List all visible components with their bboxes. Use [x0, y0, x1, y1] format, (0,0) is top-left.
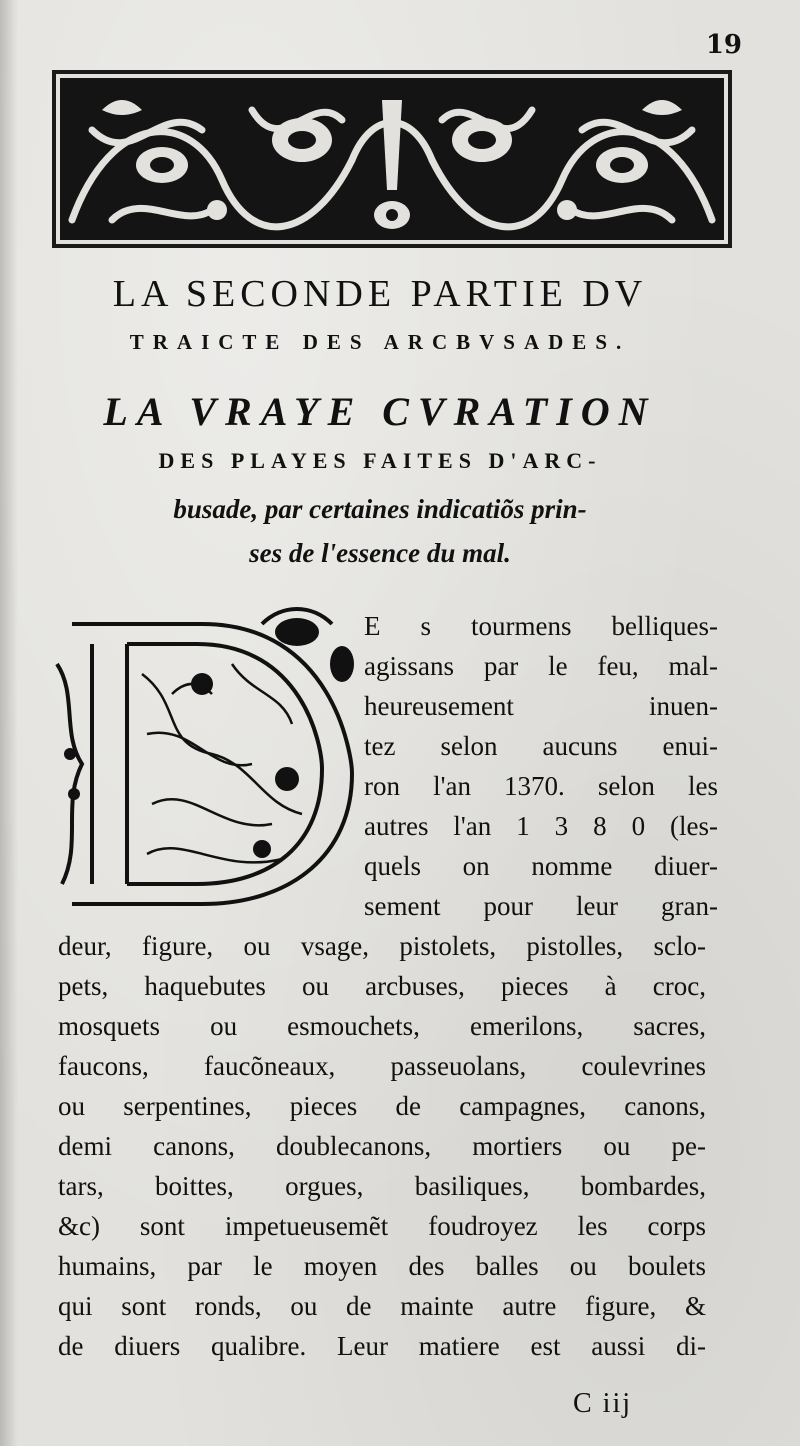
part-title: LA SECONDE PARTIE DV	[112, 273, 648, 315]
body-line: mosquets ou esmouchets, emerilons, sacres,	[58, 1011, 706, 1041]
signature-mark: C iij	[572, 1388, 632, 1419]
body-line: faucons, faucõneaux, passeuolans, coulevrines	[58, 1051, 706, 1081]
body-line: quels on nomme diuer-	[364, 851, 718, 881]
part-subtitle: TRAICTE DES ARCBVSADES.	[129, 330, 631, 354]
ornamental-headband-icon	[52, 70, 732, 248]
body-line: tars, boittes, orgues, basiliques, bombardes,	[58, 1171, 706, 1201]
body-line: qui sont ronds, ou de mainte autre figure, &	[58, 1291, 706, 1321]
chapter-heading-line-1: LA VRAYE CVRATION	[103, 389, 657, 434]
body-line: heureusement inuen-	[364, 691, 718, 721]
body-line: humains, par le moyen des balles ou boulets	[58, 1251, 706, 1281]
body-line: pets, haquebutes ou arcbuses, pieces à croc,	[58, 971, 706, 1001]
body-line: E s tourmens belliques-	[364, 611, 718, 641]
page-number: 19	[705, 30, 742, 60]
body-line: &c) sont impetueusemẽt foudroyez les corps	[58, 1211, 706, 1241]
body-line: de diuers qualibre. Leur matiere est aussi di-	[58, 1331, 706, 1361]
body-line: sement pour leur gran-	[364, 891, 718, 921]
body-line: deur, figure, ou vsage, pistolets, pistolles, sclo-	[58, 931, 706, 961]
body-line: autres l'an 1 3 8 0 (les-	[364, 811, 718, 841]
chapter-heading-line-3: busade, par certaines indicatiõs prin-	[173, 494, 587, 524]
body-line: demi canons, doublecanons, mortiers ou pe-	[58, 1131, 706, 1161]
body-line: ou serpentines, pieces de campagnes, canons,	[58, 1091, 706, 1121]
body-line: agissans par le feu, mal-	[364, 651, 718, 681]
chapter-heading-line-4: ses de l'essence du mal.	[249, 538, 511, 568]
body-line: tez selon aucuns enui-	[364, 731, 718, 761]
chapter-heading-line-2: DES PLAYES FAITES D'ARC-	[158, 448, 602, 473]
body-line: ron l'an 1370. selon les	[364, 771, 718, 801]
body-text	[58, 606, 718, 1366]
page-binding-shadow	[0, 0, 18, 1446]
